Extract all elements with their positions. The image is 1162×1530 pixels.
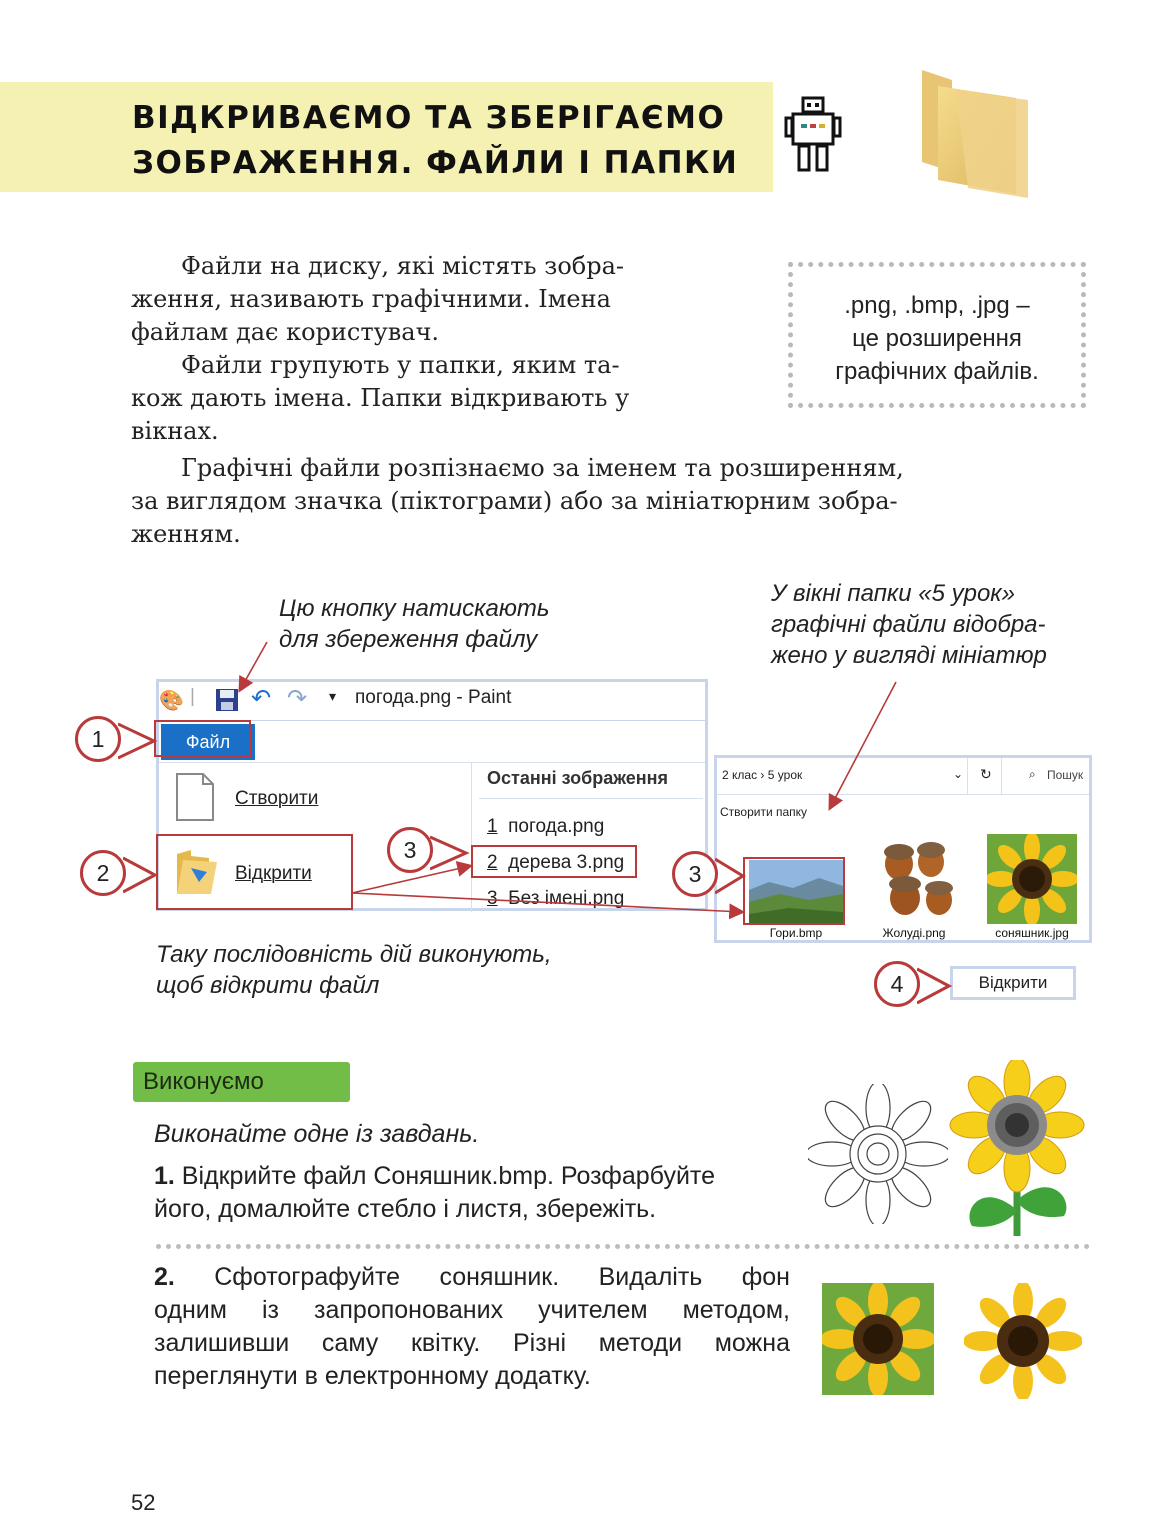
text-line: кож дають імена. Папки відкривають у <box>131 384 630 412</box>
search-icon: ⌕ <box>1029 767 1036 781</box>
thumb-label: Гори.bmp <box>769 926 823 940</box>
note-line: графічних файлів. <box>835 358 1039 385</box>
note-line: це розширення <box>852 325 1022 352</box>
thumb-label: Жолуді.png <box>882 926 946 940</box>
recent-images-header: Останні зображення <box>487 768 668 788</box>
step-marker: 2 <box>80 850 126 896</box>
step-marker: 3 <box>672 851 718 897</box>
customize-toolbar-icon[interactable]: ▾ <box>329 688 337 704</box>
open-menu-item[interactable]: Відкрити <box>235 863 312 884</box>
open-button[interactable]: Відкрити <box>950 966 1076 1000</box>
page-number: 52 <box>131 1490 156 1515</box>
step-marker: 3 <box>387 827 433 873</box>
chevron-down-icon[interactable]: ⌄ <box>953 767 964 781</box>
text-line: за виглядом значка (піктограми) або за мініатюрним зобра- <box>131 487 898 515</box>
text-line: ження, називають графічними. Імена <box>131 285 611 313</box>
paint-app-icon: 🎨 <box>159 690 184 712</box>
save-arrow <box>240 642 267 690</box>
step-marker: 4 <box>874 961 920 1007</box>
thumb-label: соняшник.jpg <box>995 926 1069 940</box>
open-to-thumbnail-arrow <box>352 893 742 912</box>
save-caption: Цю кнопку натискають для збереження файлу <box>279 595 550 653</box>
folder-arrow <box>830 682 896 808</box>
redo-icon[interactable]: ↷ <box>287 685 308 712</box>
text-line: Графічні файли розпізнаємо за іменем та розширенням, <box>181 454 904 482</box>
title-line-1: ВІДКРИВАЄМО ТА ЗБЕРІГАЄМО <box>132 100 726 136</box>
text-line: файлам дає користувач. <box>131 318 440 346</box>
task-intro: Виконайте одне із завдань. <box>154 1120 480 1148</box>
sunflower-photo <box>822 1283 934 1395</box>
note-line: .png, .bmp, .jpg – <box>844 292 1030 319</box>
folder-caption: У вікні папки «5 урок» графічні файли відобра- жено у вигляді мініатюр <box>771 580 1047 669</box>
step-pointer <box>430 833 470 873</box>
new-folder-button[interactable]: Створити папку <box>720 805 808 819</box>
task-1: 1. Відкрийте файл Соняшник.bmp. Розфарбуйте його, домалюйте стебло і листя, збережіть. <box>154 1162 715 1223</box>
text-line: Файли на диску, які містять зобра- <box>181 252 625 280</box>
window-title: погода.png - Paint <box>355 687 512 708</box>
step-pointer <box>118 720 158 762</box>
task-badge: Виконуємо <box>133 1062 350 1102</box>
refresh-icon[interactable]: ↻ <box>980 766 992 782</box>
step-pointer <box>715 855 747 897</box>
recent-item[interactable]: 3 Без імені.png <box>487 888 625 909</box>
sunflower-no-background <box>964 1283 1082 1399</box>
text-line: женням. <box>131 520 241 548</box>
step-pointer <box>917 965 953 1007</box>
title-line-2: ЗОБРАЖЕННЯ. ФАЙЛИ І ПАПКИ <box>132 145 739 181</box>
recent-item[interactable]: 1 погода.png <box>487 816 605 837</box>
undo-icon[interactable]: ↶ <box>251 685 272 712</box>
separator: | <box>190 686 195 707</box>
sunflower-outline-illustration <box>808 1084 948 1224</box>
task-2: 2. Сфотографуйте соняшник. Видаліть фон одним із запропонованих учителем методом, залишивши саму квітку. Різні методи можна переглянути в електронному додатку. <box>154 1263 790 1390</box>
breadcrumb: 2 клас › 5 урок <box>722 768 803 782</box>
recent-item[interactable]: 2 дерева 3.png <box>487 852 625 873</box>
divider <box>156 1244 1090 1249</box>
file-tab[interactable]: Файл <box>161 724 255 760</box>
sequence-caption: Таку послідовність дій виконують, щоб відкрити файл <box>156 941 552 999</box>
sunflower-colored-illustration <box>942 1060 1092 1238</box>
create-menu-item[interactable]: Створити <box>235 788 319 809</box>
step-pointer <box>123 854 159 896</box>
text-line: Файли групують у папки, яким та- <box>181 351 620 379</box>
search-input[interactable]: Пошук <box>1047 768 1084 782</box>
step-marker: 1 <box>75 716 121 762</box>
text-line: вікнах. <box>131 417 219 445</box>
